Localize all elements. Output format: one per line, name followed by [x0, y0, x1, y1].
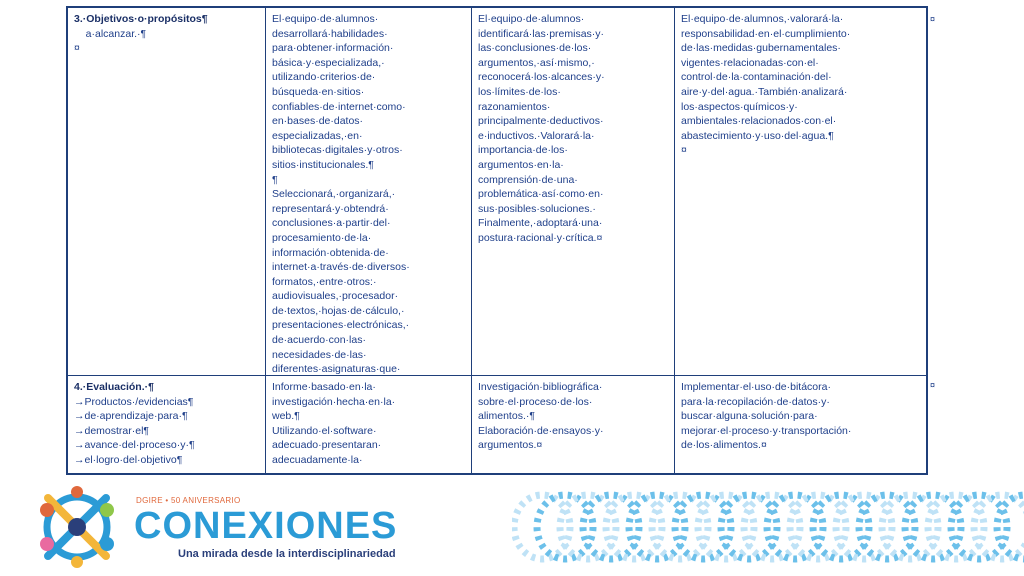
row-header-objetivos: [68, 8, 266, 376]
decorative-pattern-band: [512, 484, 1024, 570]
row-title: 4.·Evaluación.·¶: [74, 381, 154, 393]
table-cell: El·equipo·de·alumnos· identificará·las·premisas·y· las·conclusiones·de·los· argumentos,·así·mismo,· reconocerá·los·alcances·y· los·límites·de·los· razonamientos· principalmente·deductivos· e·inductivos.·Valorará·la· importancia·de·los· argumentos·en·la· comprensión·de·una· problemática·así·como·en· sus·posibles·soluciones.· Finalmente,·adoptará·una· postura·racional·y·crítica.¤: [472, 8, 675, 376]
logo-brand: CONEXIONES: [134, 505, 398, 547]
decorative-ring: [514, 495, 570, 559]
end-of-row-marker: ¤: [930, 14, 936, 24]
row-subtitle: a·alcanzar.·¶ ¤: [74, 27, 147, 55]
table-cell: El·equipo·de·alumnos,·valorará·la· responsabilidad·en·el·cumplimiento· de·las·medidas·gubernamentales· vigentes·relacionadas·con·el· control·de·la·contaminación·del· aire·y·del·agua.·También·analizará· los·aspectos·químicos·y· ambientales·relacionados·con·el· abastecimiento·y·uso·del·agua.¶ ¤: [675, 8, 926, 376]
logo-eyebrow: DGIRE • 50 ANIVERSARIO: [136, 496, 241, 505]
conexiones-logo-icon: [34, 484, 120, 570]
table-cell: Investigación·bibliográfica· sobre·el·proceso·de·los· alimentos.·¶ Elaboración·de·ensayos·y· argumentos.¤: [472, 376, 675, 473]
table-cell: Implementar·el·uso·de·bitácora· para·la·recopilación·de·datos·y· buscar·alguna·solución·para· mejorar·el·proceso·y·transportación· de·los·alimentos.¤: [681, 381, 852, 452]
table-cell: Informe·basado·en·la· investigación·hecha·en·la· web.¶ Utilizando·el·software· adecuado·presentaran· adecuadamente·la·: [266, 376, 472, 473]
table-cell: El·equipo·de·alumnos· desarrollará·habilidades· para·obtener·información· básica·y·especializada,· utilizando·criterios·de· búsqueda·en·sitios· confiables·de·internet·como· en·bases·de·datos· especializadas,·en· bibliotecas·digitales·y·otros· sitios·institucionales.¶ ¶ Seleccionará,·organizará,· representará·y·obtendrá· conclusiones·a·partir·del· procesamiento·de·la· información·obtenida·de· internet·a·través·de·diversos· formatos,·entre·otros:· audiovisuales,·procesador· de·textos,·hojas·de·cálculo,· presentaciones·electrónicas,· de·acuerdo·con·las· necesidades·de·las· diferentes·asignaturas·que·: [266, 8, 472, 376]
document-table: [66, 6, 928, 475]
logo-tagline: Una mirada desde la interdisciplinariedad: [178, 548, 396, 560]
row-title: 3.·Objetivos·o·propósitos¶: [74, 13, 208, 25]
row-subtitle: →Productos·/evidencias¶ →de·aprendizaje·para·¶ →demostrar·el¶ →avance·del·proceso·y·¶ →el·logro·del·objetivo¶: [74, 395, 195, 466]
end-of-row-marker: ¤: [930, 380, 936, 390]
row-header-evaluacion: [68, 376, 266, 473]
